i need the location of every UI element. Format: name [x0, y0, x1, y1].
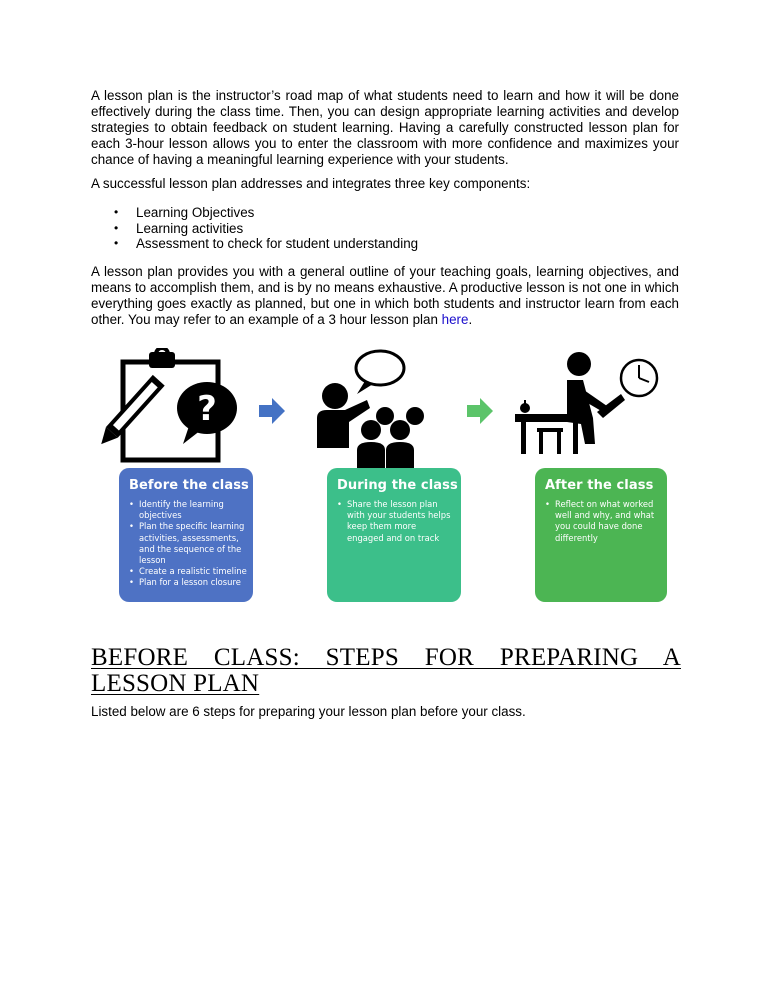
during-class-box — [327, 468, 461, 602]
list-item: • Learning activities — [114, 220, 244, 236]
clipboard-pencil-question-icon — [97, 348, 257, 466]
lesson-plan-diagram — [91, 348, 681, 604]
intro-paragraph-1: A lesson plan is the instructor’s road map of what students need to learn and how it will be done effectively during the class time. Then, you can design appropriate learning activities and develop strategies to obtain feedback on student learning. Having a carefully constructed lesson plan for each 3-hour lesson allows you to enter the classroom with more confidence and maximizes your chance of having a meaningful learning experience with your students. — [91, 88, 679, 167]
components-list — [91, 205, 679, 252]
person-desk-clock-icon — [511, 348, 671, 468]
section-intro: Listed below are 6 steps for preparing your lesson plan before your class. — [91, 704, 526, 719]
arrow-right-icon — [259, 398, 285, 424]
box-title: During the class — [337, 478, 458, 493]
list-item: • Plan the specific learning activities, assessments, and the sequence of the lesson — [129, 521, 247, 566]
after-class-box — [535, 468, 667, 602]
box-list — [535, 499, 667, 544]
list-item: • Plan for a lesson closure — [129, 577, 247, 588]
svg-text:?: ? — [197, 389, 217, 429]
section-heading: BEFORE CLASS: STEPS FOR PREPARING A LESSON PLAN — [91, 644, 681, 697]
bullet-icon: • — [114, 205, 119, 219]
box-list — [327, 499, 461, 544]
intro-content — [91, 88, 679, 328]
list-item: • Assessment to check for student understanding — [114, 236, 419, 251]
teacher-students-speech-icon — [305, 348, 455, 468]
bullet-icon: • — [114, 220, 119, 235]
list-item: • Reflect on what worked well and why, and what you could have done differently — [545, 499, 661, 544]
list-item: • Create a realistic timeline — [129, 566, 247, 577]
arrow-right-icon — [467, 398, 493, 424]
list-item: • Learning Objectives — [114, 205, 255, 220]
list-item: • Share the lesson plan with your students helps keep them more engaged and on track — [337, 499, 455, 544]
list-item: • Identify the learning objectives — [129, 499, 247, 521]
intro-paragraph-2: A successful lesson plan addresses and integrates three key components: — [91, 176, 531, 191]
intro-paragraph-3: A lesson plan provides you with a general outline of your teaching goals, learning objectives, and means to accomplish them, and is by no means exhaustive. A productive lesson is not one in which everything goes exactly as planned, but one in which both students and instructor learn from each other. You may refer to an example of a 3 hour lesson plan here. — [91, 263, 679, 327]
here-link[interactable]: here — [441, 311, 469, 327]
bullet-icon: • — [114, 236, 119, 250]
before-class-box — [119, 468, 253, 602]
box-title: Before the class — [129, 478, 249, 493]
box-list — [119, 499, 253, 589]
box-title: After the class — [545, 478, 654, 493]
